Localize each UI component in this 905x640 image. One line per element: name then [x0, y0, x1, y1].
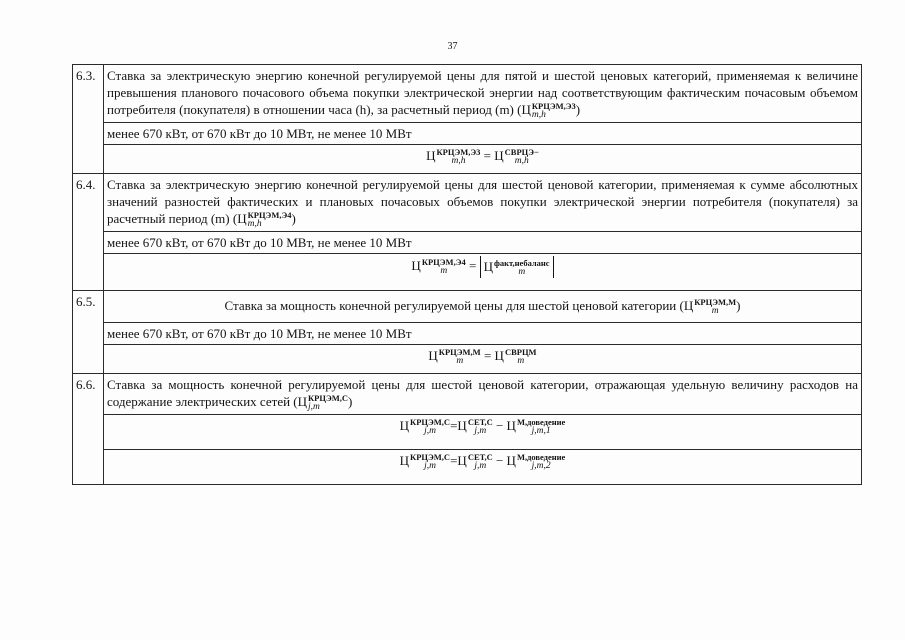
close-paren: )	[575, 102, 581, 117]
formula	[426, 147, 539, 167]
formula-lhs-sup: КРЦЭМ,Э4	[421, 257, 466, 268]
formula-rhs-sub: m	[518, 267, 526, 278]
formula-c-sup: М,доведение	[516, 452, 566, 463]
item-description	[104, 374, 862, 415]
symbol-char: Ц	[297, 394, 308, 410]
formula-symbol	[683, 297, 737, 317]
formula-lhs-symbol: Ц	[428, 348, 438, 364]
formula-c-symbol: Ц	[506, 453, 516, 469]
category-cell: менее 670 кВт, от 670 кВт до 10 МВт, не менее 10 МВт	[104, 123, 862, 145]
formula-lhs-sup: КРЦЭМ,М	[438, 347, 481, 358]
item-description	[104, 291, 862, 323]
row-6-6-formula-1	[73, 415, 862, 450]
category-cell: менее 670 кВт, от 670 кВт до 10 МВт, не менее 10 МВт	[104, 232, 862, 254]
formula-equals: =	[483, 348, 492, 364]
symbol-subscript: j,m	[308, 402, 320, 413]
formula-lhs-sub: m	[456, 356, 464, 367]
formula-cell	[104, 145, 862, 174]
formula-rhs-symbol: Ц	[494, 348, 504, 364]
formula-lhs-symbol: Ц	[426, 148, 436, 164]
formula	[399, 417, 566, 437]
formula-equals: =	[450, 453, 458, 469]
row-6-3-formula	[73, 145, 862, 174]
formula-a-symbol: Ц	[399, 453, 410, 469]
symbol-char: Ц	[237, 211, 247, 227]
row-6-5	[73, 291, 862, 323]
formula-c-symbol: Ц	[506, 418, 516, 434]
formula-lhs-symbol: Ц	[411, 258, 421, 274]
symbol-char: Ц	[521, 102, 531, 117]
description-text: Ставка за мощность конечной регулируемой цены для шестой ценовой категории (	[224, 298, 684, 314]
formula-equals: =	[450, 418, 458, 434]
symbol-subscript: m,h	[531, 110, 546, 121]
formula-lhs-sup: КРЦЭМ,Э3	[436, 147, 481, 158]
symbol-superscript: КРЦЭМ,Э3	[531, 101, 576, 112]
item-number: 6.5.	[73, 291, 104, 374]
formula-minus: −	[495, 418, 504, 434]
formula-rhs-sub: m,h	[514, 156, 529, 167]
row-6-4-category	[73, 232, 862, 254]
formula-rhs-sub: m	[517, 356, 525, 367]
formula-b-sup: СЕТ,С	[467, 452, 493, 463]
absolute-value-bars	[480, 256, 554, 278]
close-paren: )	[736, 298, 741, 314]
item-number: 6.4.	[73, 174, 104, 291]
formula-a-sup: КРЦЭМ,С	[410, 452, 451, 463]
formula-c-sub: j,m,1	[531, 426, 551, 437]
row-6-3-category	[73, 123, 862, 145]
formula-b-sup: СЕТ,С	[467, 417, 493, 428]
row-6-4-formula	[73, 254, 862, 291]
formula	[399, 452, 566, 472]
formula-cell	[104, 254, 862, 291]
formula-rhs-sup: СВРЦЭ−	[504, 147, 539, 158]
formula	[428, 347, 537, 367]
row-6-5-formula	[73, 345, 862, 374]
description-text: Ставка за электрическую энергию конечной регулируемой цены для пятой и шестой ценовых категорий, применяемая к величине превышения планового почасового объема покупки электрической энергии над соответствующим фактическим почасовым объемом потребителя (покупателя) в отношении часа (h), за расчетный период (m) (	[107, 68, 858, 117]
formula	[411, 257, 553, 278]
formula-rhs-sup: СВРЦМ	[504, 347, 537, 358]
page-number: 37	[447, 41, 458, 52]
formula-cell	[104, 345, 862, 374]
symbol-superscript: КРЦЭМ,С	[308, 393, 349, 404]
formula-symbol	[237, 210, 292, 230]
close-paren: )	[348, 394, 353, 410]
formula-rhs-sup: факт,небаланс	[493, 258, 550, 269]
formula-a-sup: КРЦЭМ,С	[410, 417, 451, 428]
row-6-5-category	[73, 323, 862, 345]
row-6-6-formula-2	[73, 450, 862, 485]
formula-a-symbol: Ц	[399, 418, 410, 434]
symbol-superscript: КРЦЭМ,Э4	[247, 210, 292, 221]
row-6-4	[73, 174, 862, 232]
tariff-table	[72, 64, 862, 485]
symbol-char: Ц	[683, 298, 694, 314]
formula-lhs-sub: m,h	[451, 156, 466, 167]
item-description	[104, 65, 862, 123]
description-text: Ставка за мощность конечной регулируемой цены для шестой ценовой категории, отражающая удельную величину расходов на содержание электрических сетей (	[107, 377, 858, 410]
formula-symbol	[521, 101, 576, 121]
row-6-6	[73, 374, 862, 415]
symbol-superscript: КРЦЭМ,М	[694, 297, 737, 308]
symbol-subscript: m,h	[247, 219, 262, 230]
item-description	[104, 174, 862, 232]
formula-minus: −	[495, 453, 504, 469]
item-number: 6.3.	[73, 65, 104, 174]
formula-a-sub: j,m	[424, 426, 436, 437]
formula-b-symbol: Ц	[457, 453, 467, 469]
formula-lhs-sub: m	[440, 266, 448, 277]
description-text: Ставка за электрическую энергию конечной регулируемой цены для шестой ценовой категории, применяемая к сумме абсолютных значений разностей фактических и плановых почасовых объемов покупки электрической энергии потребителя (покупателя) за расчетный период (m) (	[107, 177, 858, 227]
formula-equals: =	[483, 148, 491, 164]
formula-symbol	[297, 393, 349, 413]
formula-b-sub: j,m	[474, 426, 487, 437]
category-cell: менее 670 кВт, от 670 кВт до 10 МВт, не менее 10 МВт	[104, 323, 862, 345]
item-number: 6.6.	[73, 374, 104, 485]
formula-cell	[104, 415, 862, 450]
formula-rhs-symbol: Ц	[483, 259, 493, 275]
formula-rhs-symbol: Ц	[494, 148, 504, 164]
formula-b-sub: j,m	[474, 461, 487, 472]
formula-cell	[104, 450, 862, 485]
formula-c-sub: j,m,2	[531, 461, 551, 472]
formula-c-sup: М,доведение	[516, 417, 566, 428]
formula-b-symbol: Ц	[457, 418, 467, 434]
close-paren: )	[291, 211, 296, 227]
formula-a-sub: j,m	[424, 461, 436, 472]
symbol-subscript: m	[711, 306, 719, 317]
row-6-3	[73, 65, 862, 123]
formula-equals: =	[468, 258, 477, 274]
